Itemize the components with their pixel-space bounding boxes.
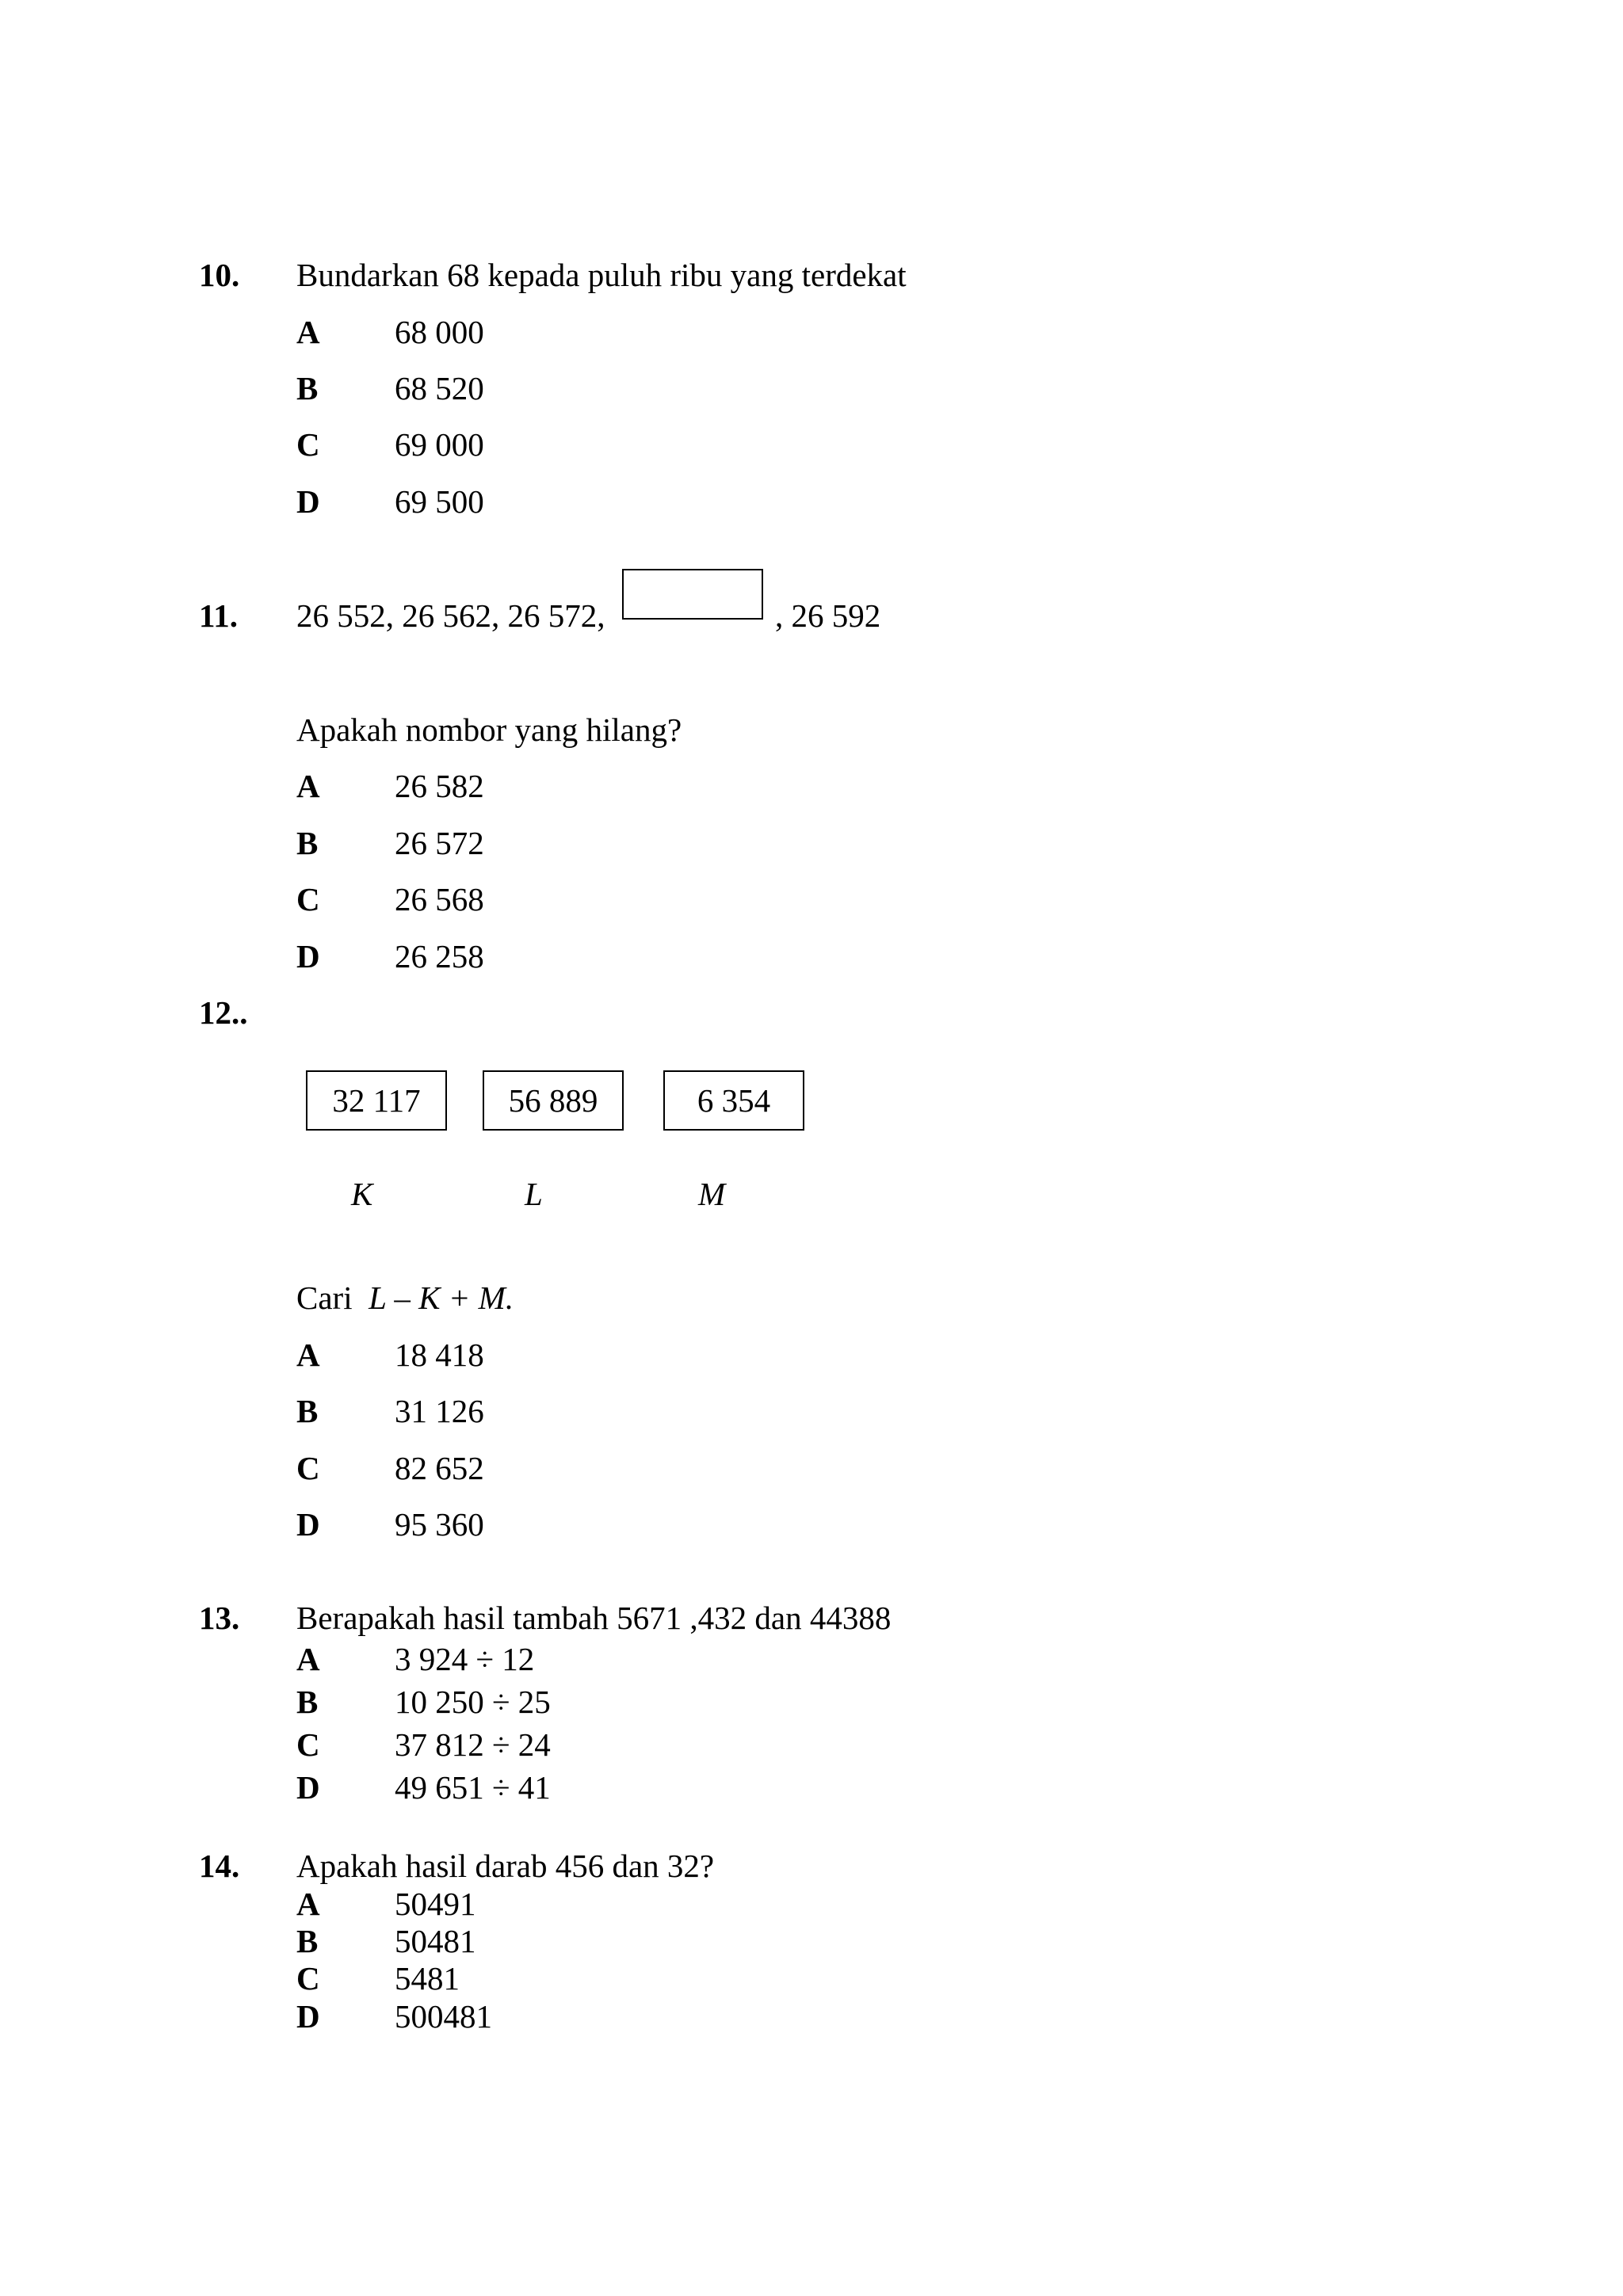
box-label: M bbox=[698, 1176, 726, 1212]
option-value: 3 924 ÷ 12 bbox=[395, 1641, 535, 1677]
sequence-end: , 26 592 bbox=[775, 597, 881, 634]
option-value: 26 582 bbox=[395, 768, 484, 804]
option-letter: C bbox=[296, 1726, 320, 1763]
question-text bbox=[296, 1279, 514, 1317]
option-letter: D bbox=[296, 1998, 320, 2035]
option-value: 69 500 bbox=[395, 483, 484, 520]
question-text: Bundarkan 68 kepada puluh ribu yang terdekat bbox=[296, 257, 907, 293]
question-text: Berapakah hasil tambah 5671 ,432 dan 44388 bbox=[296, 1600, 892, 1636]
option-value: 31 126 bbox=[395, 1393, 484, 1429]
option-letter: D bbox=[296, 483, 320, 520]
missing-number-box bbox=[622, 569, 763, 620]
question-number: 12.. bbox=[199, 994, 248, 1031]
question-text: Apakah nombor yang hilang? bbox=[296, 711, 682, 748]
option-value: 95 360 bbox=[395, 1506, 484, 1543]
option-value: 10 250 ÷ 25 bbox=[395, 1684, 551, 1720]
option-value: 37 812 ÷ 24 bbox=[395, 1726, 551, 1763]
option-value: 5481 bbox=[395, 1960, 460, 1997]
box-label: L bbox=[525, 1176, 543, 1212]
option-value: 26 572 bbox=[395, 825, 484, 861]
question-number: 10. bbox=[199, 257, 240, 293]
option-value: 18 418 bbox=[395, 1337, 484, 1373]
sequence-start: 26 552, 26 562, 26 572, bbox=[296, 597, 605, 634]
question-number: 11. bbox=[199, 597, 238, 634]
option-value: 26 568 bbox=[395, 881, 484, 917]
question-number: 13. bbox=[199, 1600, 240, 1636]
number-box-k: 32 117 bbox=[306, 1070, 447, 1131]
option-value: 50491 bbox=[395, 1886, 476, 1922]
box-label: K bbox=[351, 1176, 373, 1212]
option-letter: C bbox=[296, 881, 320, 917]
option-value: 50481 bbox=[395, 1923, 476, 1959]
option-letter: C bbox=[296, 426, 320, 463]
option-letter: B bbox=[296, 370, 319, 406]
option-letter: D bbox=[296, 938, 320, 974]
option-value: 68 000 bbox=[395, 314, 484, 350]
option-letter: B bbox=[296, 1393, 319, 1429]
option-value: 26 258 bbox=[395, 938, 484, 974]
option-letter: A bbox=[296, 768, 320, 804]
option-letter: C bbox=[296, 1960, 320, 1997]
option-letter: C bbox=[296, 1450, 320, 1486]
option-letter: A bbox=[296, 314, 320, 350]
option-value: 69 000 bbox=[395, 426, 484, 463]
option-value: 500481 bbox=[395, 1998, 492, 2035]
question-text: Apakah hasil darab 456 dan 32? bbox=[296, 1848, 715, 1884]
option-letter: A bbox=[296, 1337, 320, 1373]
question-number: 14. bbox=[199, 1848, 240, 1884]
option-letter: B bbox=[296, 1923, 319, 1959]
option-value: 82 652 bbox=[395, 1450, 484, 1486]
option-letter: D bbox=[296, 1769, 320, 1806]
option-letter: B bbox=[296, 1684, 319, 1720]
option-value: 68 520 bbox=[395, 370, 484, 406]
option-letter: D bbox=[296, 1506, 320, 1543]
option-letter: B bbox=[296, 825, 319, 861]
option-letter: A bbox=[296, 1886, 320, 1922]
question-prefix: Cari bbox=[296, 1280, 353, 1316]
number-box-m: 6 354 bbox=[663, 1070, 804, 1131]
question-expression: L – K + M. bbox=[369, 1280, 514, 1316]
option-value: 49 651 ÷ 41 bbox=[395, 1769, 551, 1806]
number-box-l: 56 889 bbox=[483, 1070, 624, 1131]
option-letter: A bbox=[296, 1641, 320, 1677]
